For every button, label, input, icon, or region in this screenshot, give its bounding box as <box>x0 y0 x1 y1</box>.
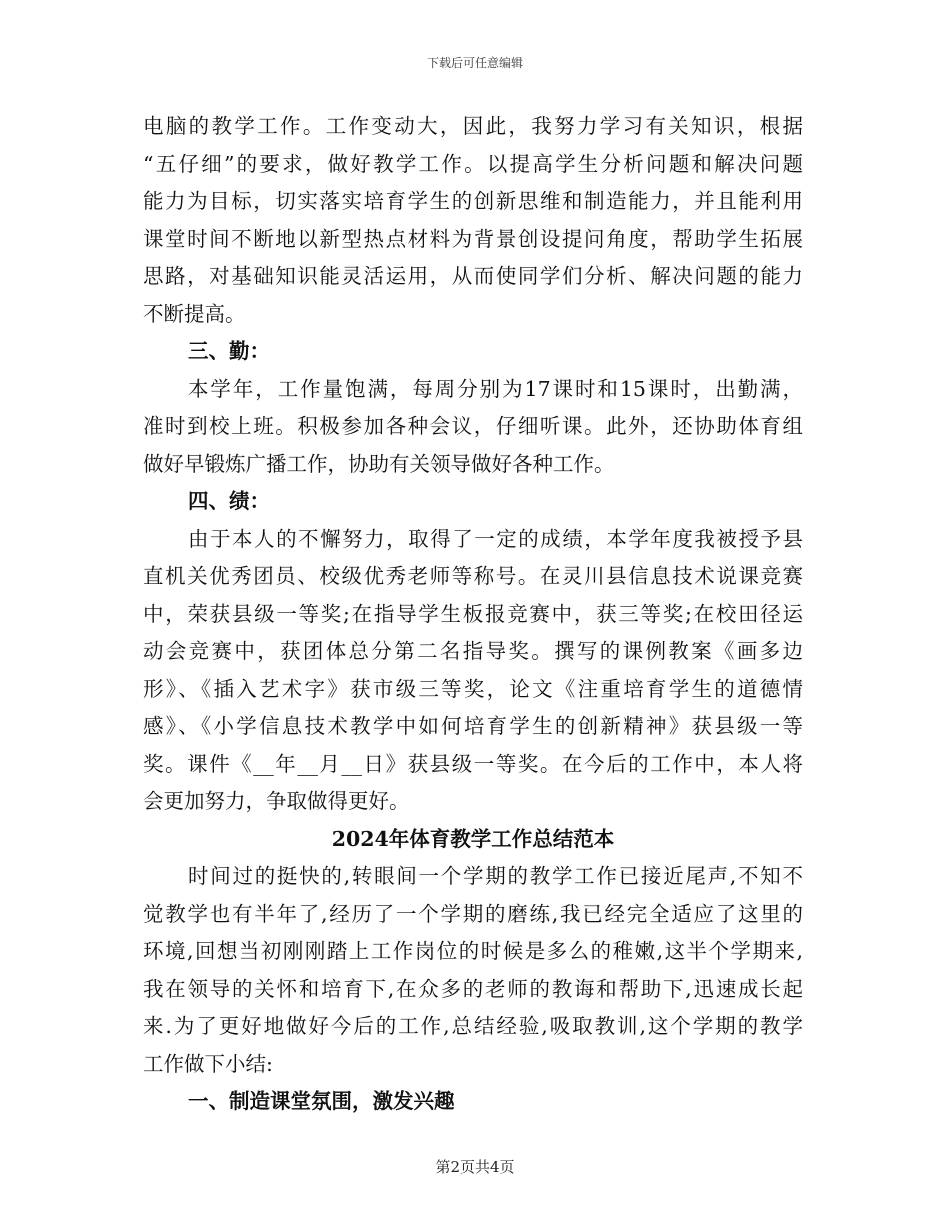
text-line: 直机关优秀团员、校级优秀老师等称号。在灵川县信息技术说课竞赛 <box>143 564 803 588</box>
text-line: 不断提高。 <box>143 301 246 326</box>
text-line: 时间过的挺快的,转眼间一个学期的教学工作已接近尾声,不知不 <box>188 864 803 888</box>
text-line: 本学年，工作量饱满，每周分别为17课时和15课时，出勤满， <box>188 376 803 401</box>
text-line: 课堂时间不断地以新型热点材料为背景创设提问角度，帮助学生拓展 <box>143 226 803 251</box>
document-title: 2024年体育教学工作总结范本 <box>331 826 615 851</box>
text-line: 中，荣获县级一等奖;在指导学生板报竞赛中，获三等奖;在校田径运 <box>143 601 803 626</box>
text-line: 我在领导的关怀和培育下,在众多的老师的教诲和帮助下,迅速成长起 <box>143 976 803 1001</box>
text-line: 感》、《小学信息技术教学中如何培育学生的创新精神》获县级一等 <box>143 714 803 738</box>
text-line: 动会竞赛中，获团体总分第二名指导奖。撰写的课例教案《画多边 <box>143 639 803 663</box>
text-line: 准时到校上班。积极参加各种会议，仔细听课。此外，还协助体育组 <box>143 414 803 438</box>
text-line: 会更加努力，争取做得更好。 <box>143 789 410 813</box>
text-line: 奖。课件《__年__月__日》获县级一等奖。在今后的工作中，本人将 <box>143 751 803 776</box>
text-line: 形》、《插入艺术字》获市级三等奖，论文《注重培育学生的道德情 <box>143 676 803 701</box>
section-heading: 一、制造课堂氛围，激发兴趣 <box>188 1089 455 1113</box>
text-line: 思路，对基础知识能灵活运用，从而使同学们分析、解决问题的能力 <box>143 264 803 288</box>
page-header: 下载后可任意编辑 <box>426 56 523 70</box>
text-line: 能力为目标，切实落实培育学生的创新思维和制造能力，并且能利用 <box>143 189 803 213</box>
text-line: 做好早锻炼广播工作，协助有关领导做好各种工作。 <box>143 451 615 476</box>
page-footer: 第2页共4页 <box>435 1158 515 1176</box>
text-line: 环境,回想当初刚刚踏上工作岗位的时候是多么的稚嫩,这半个学期来, <box>143 939 803 963</box>
text-line: 工作做下小结: <box>143 1051 273 1076</box>
text-line: 觉教学也有半年了,经历了一个学期的磨练,我已经完全适应了这里的 <box>143 901 803 926</box>
text-line: 由于本人的不懈努力，取得了一定的成绩，本学年度我被授予县 <box>188 526 803 551</box>
text-line: 来.为了更好地做好今后的工作,总结经验,吸取教训,这个学期的教学 <box>143 1014 803 1038</box>
body-text <box>143 108 803 1121</box>
section-heading: 三、勤： <box>188 339 270 363</box>
text-line: “五仔细”的要求，做好教学工作。以提高学生分析问题和解决问题 <box>143 151 803 176</box>
text-line: 电脑的教学工作。工作变动大，因此，我努力学习有关知识，根据 <box>143 114 803 138</box>
section-heading: 四、绩： <box>188 489 270 513</box>
